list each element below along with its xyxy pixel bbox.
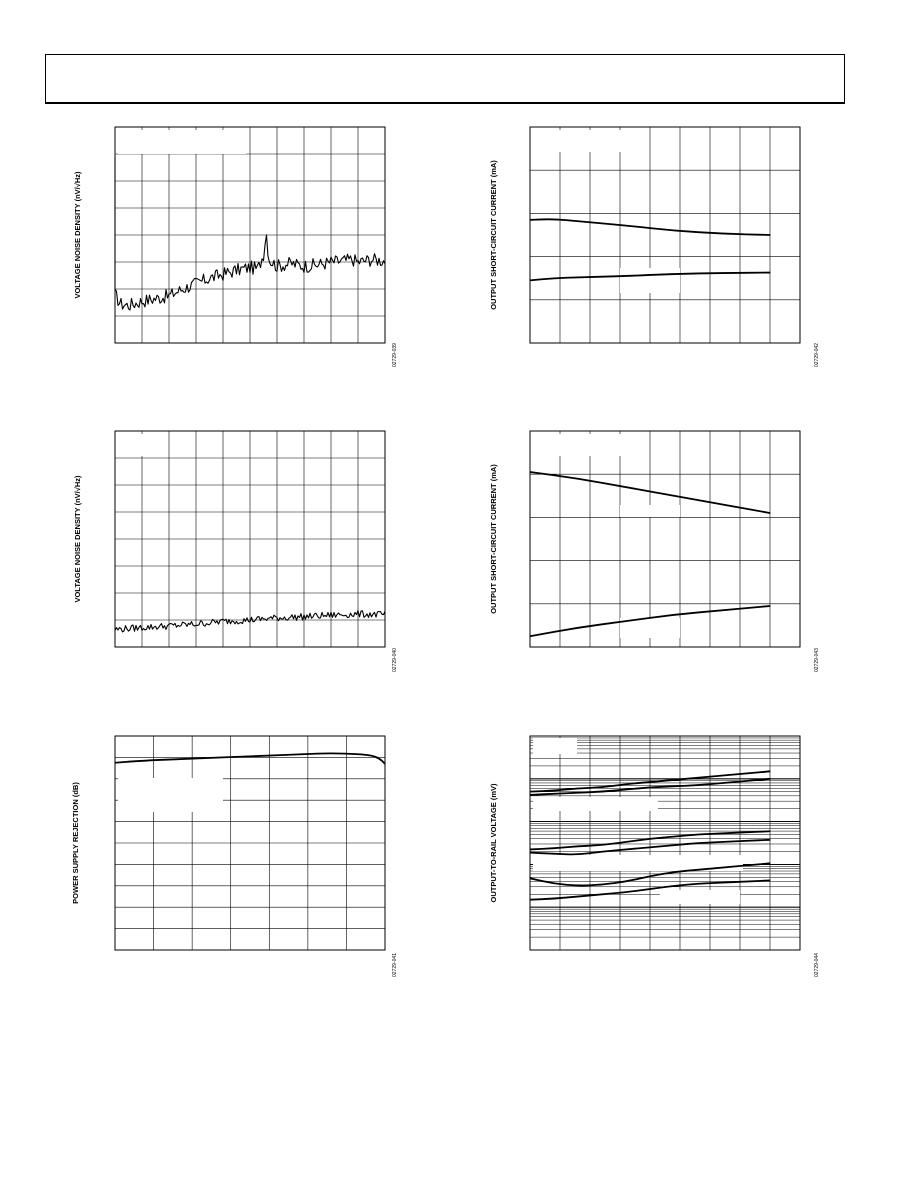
plot-frame bbox=[530, 736, 800, 950]
figure-code: 02729-044 bbox=[814, 953, 820, 977]
chart-oscc-2 bbox=[489, 431, 820, 672]
figure-code: 02729-042 bbox=[814, 343, 820, 367]
chart-psr bbox=[71, 736, 398, 977]
label-box bbox=[620, 268, 680, 293]
figure-code: 02729-039 bbox=[392, 343, 398, 367]
y-axis-label: OUTPUT SHORT-CIRCUIT CURRENT (mA) bbox=[489, 464, 498, 614]
label-box bbox=[660, 890, 740, 904]
figure-code: 02729-043 bbox=[814, 648, 820, 672]
label-box bbox=[620, 505, 680, 517]
label-box bbox=[533, 130, 623, 152]
label-box bbox=[118, 434, 143, 456]
chart-otr bbox=[489, 736, 820, 977]
figure-code: 02729-040 bbox=[392, 648, 398, 672]
chart-oscc-1 bbox=[489, 127, 820, 367]
label-box bbox=[118, 130, 246, 154]
y-axis-label: VOLTAGE NOISE DENSITY (nV/√Hz) bbox=[73, 171, 82, 299]
label-box bbox=[533, 738, 577, 754]
label-box bbox=[118, 778, 223, 812]
plot-frame bbox=[530, 431, 800, 647]
chart-vnd-1 bbox=[73, 127, 398, 367]
y-axis-label: VOLTAGE NOISE DENSITY (nV/√Hz) bbox=[73, 475, 82, 603]
y-axis-label: OUTPUT-TO-RAIL VOLTAGE (mV) bbox=[489, 783, 498, 903]
y-axis-label: OUTPUT SHORT-CIRCUIT CURRENT (mA) bbox=[489, 160, 498, 310]
chart-vnd-2 bbox=[73, 431, 398, 672]
figure-code: 02729-041 bbox=[392, 953, 398, 977]
label-box bbox=[533, 434, 623, 456]
y-axis-label: POWER SUPPLY REJECTION (dB) bbox=[71, 782, 80, 904]
label-box bbox=[533, 797, 658, 811]
